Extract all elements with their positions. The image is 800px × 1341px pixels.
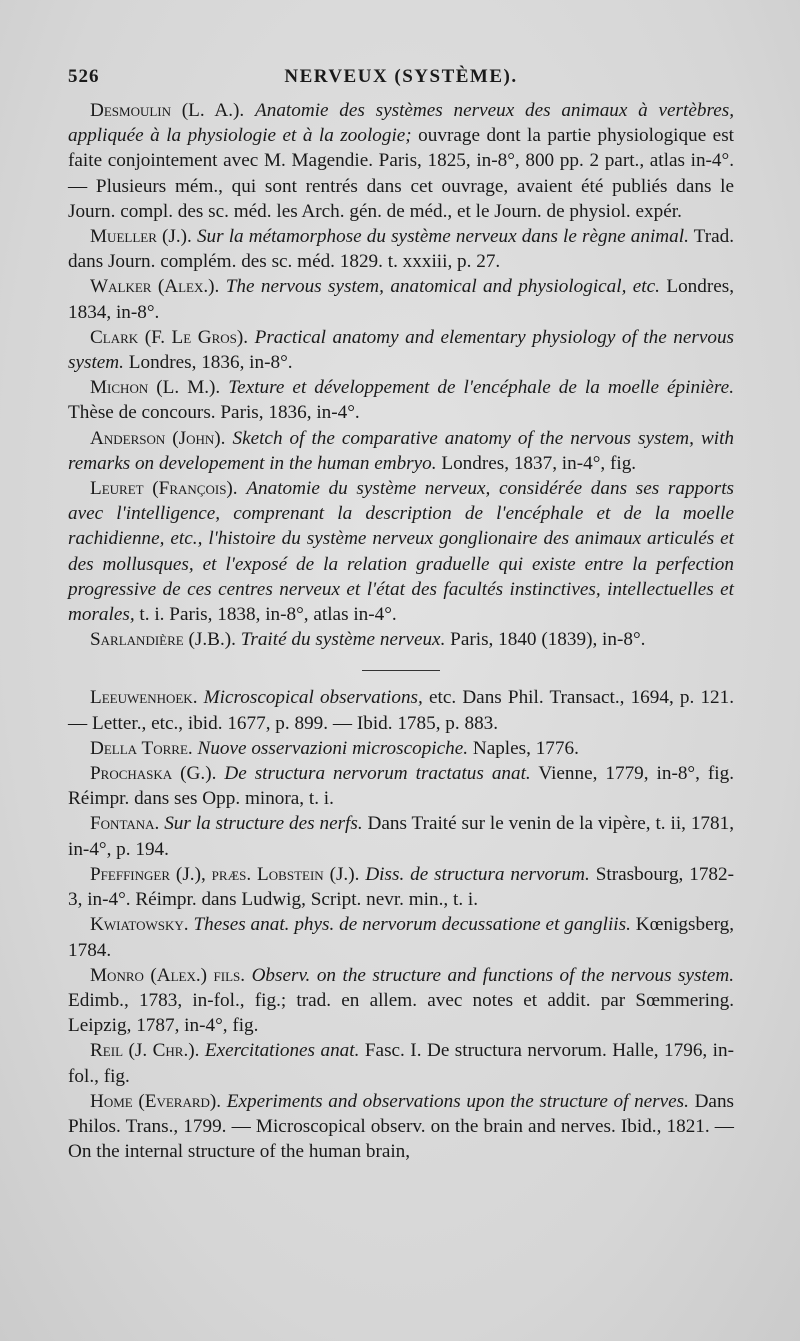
entry-details: t. i. Paris, 1838, in-8°, atlas in-4°. — [139, 604, 397, 626]
entry-author: Prochaska (G.). — [90, 763, 217, 785]
entry-author: Monro (Alex.) fils. — [90, 964, 246, 986]
entry-title: Diss. de structura nervorum. — [365, 863, 590, 885]
entry-details: Edimb., 1783, in-fol., fig.; trad. en allem. avec notes et addit. par Sœmmering. Leipzig, 1787, in-4°, fig. — [68, 989, 734, 1037]
bib-entry — [68, 274, 734, 324]
entry-author: Sarlandière (J.B.). — [90, 629, 236, 651]
entry-title: The nervous system, anatomical and physiological, etc. — [225, 276, 660, 298]
entry-details: Thèse de concours. Paris, 1836, in-4°. — [68, 402, 360, 424]
entry-author: Walker (Alex.). — [90, 276, 220, 298]
entry-title: Sur la métamorphose du système nerveux dans le règne animal. — [196, 226, 689, 248]
bib-entry — [68, 426, 734, 476]
entry-author: Leeuwenhoek. — [90, 687, 198, 709]
page-header — [68, 58, 734, 98]
bib-entry — [68, 736, 734, 761]
entry-details: Londres, 1837, in-4°, fig. — [441, 452, 637, 474]
section-divider — [362, 670, 440, 671]
bib-entry — [68, 761, 734, 811]
entry-title: Sur la structure des nerfs. — [164, 813, 363, 835]
entry-author: Pfeffinger (J.), præs. Lobstein (J.). — [90, 863, 360, 885]
entry-title: Experiments and observations upon the structure of nerves. — [226, 1090, 689, 1112]
bib-entry — [68, 685, 734, 735]
bib-entry — [68, 963, 734, 1039]
entry-author: Michon (L. M.). — [90, 377, 221, 399]
entry-author: Leuret (François). — [90, 478, 238, 500]
entry-author: Fontana. — [90, 813, 160, 835]
entry-title: Traité du système nerveux. — [240, 629, 446, 651]
bib-entry — [68, 627, 734, 652]
entry-details: ouvrage dont la partie physiologique est faite conjointement avec M. Magendie. Paris, 1825, in-8°, 800 pp. 2 part., atlas in-4°. — Plusieurs mém., qui sont rentrés dans cet ouvrage, avaient été publiés dans le Journ. compl. des sc. méd. les Arch. gén. de méd., et le Journ. de physiol. expér. — [68, 125, 734, 222]
bibliography-section-modern — [68, 98, 734, 652]
entry-title: Observ. on the structure and functions of the nervous system. — [251, 964, 735, 986]
entry-details: etc. Dans Phil. Transact., 1694, p. 121. — Letter., etc., ibid. 1677, p. 899. — Ibid. 1785, p. 883. — [68, 687, 735, 734]
entry-author: Mueller (J.). — [90, 226, 192, 248]
entry-title: Theses anat. phys. de nervorum decussatione et gangliis. — [193, 914, 631, 936]
entry-title: Nuove osservazioni microscopiche. — [197, 737, 469, 759]
entry-title: Microscopical observations, — [203, 687, 423, 709]
entry-details: Dans Philos. Trans., 1799. — Microscopical observ. on the brain and nerves. Ibid., 1821. — On the internal structure of the human brain, — [68, 1090, 735, 1163]
entry-author: Home (Everard). — [90, 1090, 222, 1112]
entry-title: Texture et développement de l'encéphale de la moelle épinière. — [228, 377, 734, 399]
entry-title: Anatomie du système nerveux, considérée dans ses rapports avec l'intelligence, comprenant la description de l'encéphale et de la moelle rachidienne, etc., l'histoire du système nerveux gonglionaire des animaux articulés et des mollusques, et l'exposé de la relation graduelle qui existe entre la perfection progressive de ces centres nerveux et l'état des facultés instinctives, intellectuelles et morales, — [68, 478, 734, 626]
entry-title: De structura nervorum tractatus anat. — [224, 763, 531, 785]
entry-author: Anderson (John). — [90, 427, 226, 449]
entry-title: Practical anatomy and elementary physiology of the nervous system. — [68, 326, 735, 374]
entry-details: Naples, 1776. — [472, 737, 579, 759]
running-head: NERVEUX (SYSTÈME). — [284, 66, 518, 87]
bibliography-section-historical — [68, 685, 734, 1164]
entry-title: Exercitationes anat. — [204, 1040, 360, 1062]
entry-details: Trad. dans Journ. complém. des sc. méd. 1829. t. xxxiii, p. 27. — [68, 226, 734, 273]
entry-details: Fasc. I. De structura nervorum. Halle, 1796, in-fol., fig. — [68, 1040, 735, 1087]
bib-entry — [68, 325, 734, 375]
entry-title: Sketch of the comparative anatomy of the nervous system, with remarks on developement in the human embryo. — [68, 427, 734, 474]
bib-entry — [68, 1038, 734, 1088]
entry-details: Vienne, 1779, in-8°, fig. Réimpr. dans ses Opp. minora, t. i. — [68, 763, 734, 810]
entry-details: Dans Traité sur le venin de la vipère, t. ii, 1781, in-4°, p. 194. — [68, 813, 734, 860]
entry-details: Londres, 1836, in-8°. — [128, 352, 293, 374]
bib-entry — [68, 811, 734, 861]
entry-details: Strasbourg, 1782-3, in-4°. Réimpr. dans Ludwig, Script. nevr. min., t. i. — [68, 863, 735, 911]
bib-entry — [68, 98, 734, 224]
bib-entry — [68, 912, 734, 962]
bib-entry — [68, 224, 734, 274]
entry-details: Paris, 1840 (1839), in-8°. — [450, 629, 646, 651]
page-number: 526 — [68, 66, 100, 87]
entry-author: Desmoulin (L. A.). — [90, 100, 245, 121]
bib-entry — [68, 1089, 734, 1165]
bib-entry — [68, 476, 734, 627]
bib-entry — [68, 862, 734, 912]
entry-author: Della Torre. — [90, 737, 193, 759]
entry-details: Kœnigsberg, 1784. — [68, 914, 735, 961]
bib-entry — [68, 375, 734, 425]
entry-author: Clark (F. Le Gros). — [90, 326, 249, 348]
entry-author: Reil (J. Chr.). — [90, 1040, 200, 1062]
entry-title: Anatomie des systèmes nerveux des animaux à vertèbres, appliquée à la physiologie et à la zoologie; — [68, 100, 735, 147]
entry-details: Londres, 1834, in-8°. — [68, 276, 735, 323]
entry-author: Kwiatowsky. — [90, 914, 189, 936]
